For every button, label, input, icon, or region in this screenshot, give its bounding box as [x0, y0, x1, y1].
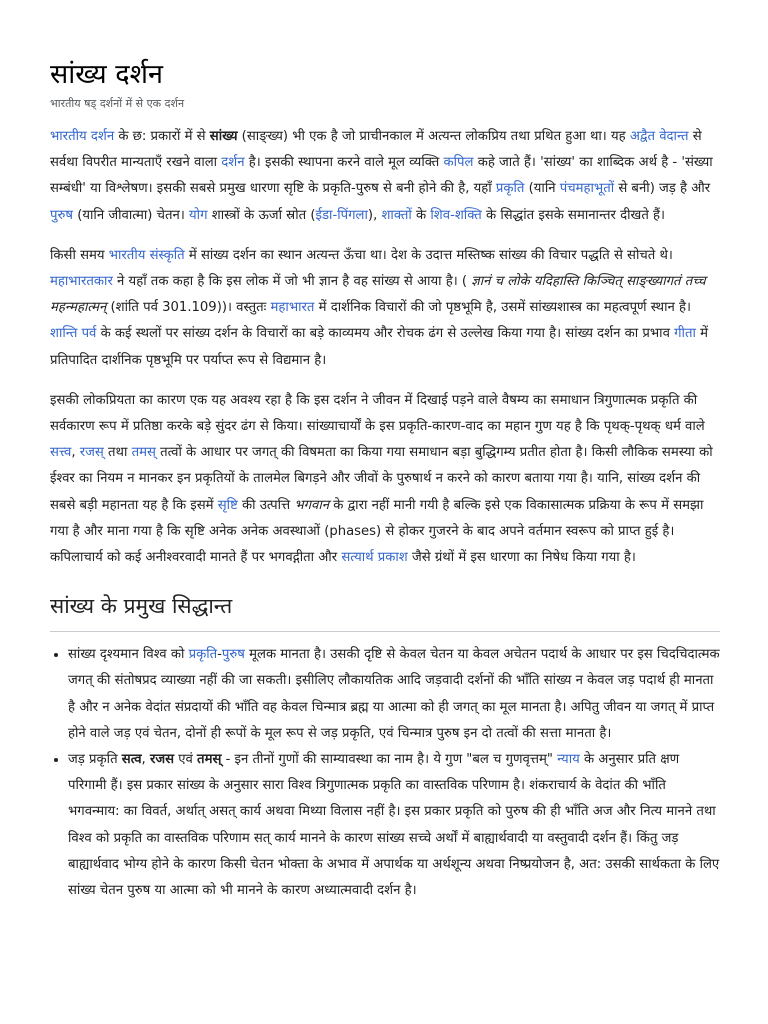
bold-text: सत्व	[121, 752, 142, 768]
text-run: मूलक मानता है। उसकी दृष्टि से केवल चेतन या केवल अचेतन पदार्थ के आधार पर इस चिदचिदात्मक जगत् की संतोषप्रद व्याख्या नहीं की जा सकती। इसीलिए लौकायतिक आदि जड़वादी दर्शनों की भाँति सांख्य न केवल जड़ पदार्थ ही मानता है और न अनेक वेदांत संप्रदायों की भाँति वह केवल चिन्मात्र ब्रह्म या आत्मा को ही जगत् का मूल मानता है। अपितु जीवन या जगत् में प्राप्त होने वाले जड़ एवं चेतन, दोनों ही रूपों के मूल रूप से जड़ प्रकृति, एवं चिन्मात्र पुरुष इन दो तत्वों की सत्ता मानता है।	[68, 647, 720, 741]
wiki-link[interactable]: पंचमहाभूतों	[559, 181, 615, 197]
wiki-link[interactable]: तमस्	[131, 445, 156, 461]
wiki-link[interactable]: प्रकृति	[495, 181, 525, 197]
bold-text: तमस्	[197, 752, 222, 768]
text-run: तत्वों के आधार पर जगत् की विषमता का किया गया समाधान बड़ा बुद्धिगम्य प्रतीत होता है। किसी लौकिक समस्या को ईश्वर का नियम न मानकर इन प्रकृतियों के तालमेल बिगड़ने और जीवों के पुरुषार्थ न करने को कारण बताया गया है। यानि, सांख्य दर्शन की सबसे बड़ी महानता यह है कि इसमें	[50, 445, 713, 513]
text-run: सांख्य दृश्यमान विश्व को	[68, 647, 189, 663]
wiki-link[interactable]: भारतीय दर्शन	[50, 129, 115, 144]
wiki-link[interactable]: अद्वैत वेदान्त	[629, 129, 689, 144]
text-run: के सिद्धांत इसके समानान्तर दीखते हैं।	[481, 207, 666, 223]
text-run: के	[411, 207, 431, 223]
wiki-link[interactable]: रजस्	[79, 445, 104, 461]
text-run: से सर्वथा विपरीत मान्यताएँ रखने वाला	[50, 129, 702, 171]
paragraph-history	[50, 243, 720, 374]
text-run: (साङ्ख्य) भी एक है जो प्राचीनकाल में अत्यन्त लोकप्रिय तथा प्रथित हुआ था। यह	[237, 129, 630, 144]
wiki-link[interactable]: सत्यार्थ प्रकाश	[341, 550, 408, 566]
text-run: (यानि जीवात्मा) चेतन।	[73, 207, 190, 223]
text-run: ,	[141, 752, 150, 768]
wiki-link[interactable]: पुरुष	[50, 207, 73, 223]
text-run: इसकी लोकप्रियता का कारण एक यह अवश्य रहा है कि इस दर्शन ने जीवन में दिखाई पड़ने वाले वैषम्य का समाधान त्रिगुणात्मक प्रकृति की सर्वकारण रूप में प्रतिष्ठा करके बड़े सुंदर ढंग से किया। सांख्याचार्यों के इस प्रकृति-कारण-वाद का महान गुण यह है कि पृथक्-पृथक् धर्म वाले	[50, 392, 705, 435]
wiki-link[interactable]: सृष्टि	[217, 497, 238, 513]
wiki-link[interactable]: शाक्तों	[381, 207, 412, 223]
wiki-link[interactable]: गीता	[674, 326, 696, 342]
principles-list	[50, 642, 720, 904]
wiki-link[interactable]: भारतीय संस्कृति	[108, 247, 185, 263]
wiki-link[interactable]: शिव-शक्ति	[430, 207, 482, 223]
text-run: के छ: प्रकारों में से	[114, 129, 210, 144]
wiki-link[interactable]: महाभारत	[270, 300, 315, 316]
text-run: के अनुसार प्रति क्षण परिगामी हैं। इस प्रकार सांख्य के अनुसार सारा विश्व त्रिगुणात्मक प्रकृति का वास्तविक परिणाम है। शंकराचार्य के वेदांत की भाँति भगवन्माय: का विवर्त, अर्थात् असत् कार्य अथवा मिथ्या विलास नहीं है। इस प्रकार प्रकृति को पुरुष की ही भाँति अज और नित्य मानने तथा विश्व को प्रकृति का वास्तविक परिणाम सत् कार्य मानने के कारण सांख्य सच्चे अर्थों में बाह्यार्थवादी या वस्तुवादी दर्शन हैं। किंतु जड़ बाह्यार्थवाद भोग्य होने के कारण किसी चेतन भोक्ता के अभाव में अपार्थक या अर्थशून्य अथवा निष्प्रयोजन है, अत: उसकी सार्थकता के लिए सांख्य चेतन पुरुष या आत्मा को भी मानने के कारण अध्यात्मवादी दर्शन है।	[68, 752, 720, 899]
text-run: जैसे ग्रंथों में इस धारणा का निषेध किया गया है।	[407, 550, 636, 566]
text-run: -	[217, 647, 222, 663]
paragraph-intro	[50, 124, 720, 229]
text-run: की उत्पत्ति	[237, 497, 295, 513]
text-run: - इन तीनों गुणों की साम्यावस्था का नाम है। ये गुण "बल च गुणवृत्तम्"	[221, 752, 558, 768]
text-run: के कई स्थलों पर सांख्य दर्शन के विचारों का बड़े काव्यमय और रोचक ढंग से उल्लेख किया गया है। सांख्य दर्शन का प्रभाव	[96, 326, 675, 342]
wiki-link[interactable]: कपिल	[443, 155, 474, 171]
text-run: में दार्शनिक विचारों की जो पृष्ठभूमि है, उसमें सांख्यशास्त्र का महत्वपूर्ण स्थान है।	[314, 300, 692, 316]
bold-text: सांख्य	[209, 129, 238, 144]
text-run: है। इसकी स्थापना करने वाले मूल व्यक्ति	[244, 155, 444, 171]
wiki-link[interactable]: शान्ति पर्व	[50, 326, 97, 342]
text-run: (शांति पर्व 301.109))। वस्तुतः	[106, 300, 271, 316]
text-run: किसी समय	[50, 247, 109, 263]
text-run: ,	[71, 445, 80, 461]
wiki-link[interactable]: दर्शन	[221, 155, 245, 171]
italic-text: भगवान	[294, 497, 330, 513]
text-run: ),	[367, 207, 382, 223]
list-item	[68, 747, 720, 904]
text-run: तथा	[103, 445, 132, 461]
text-run: से बनी) जड़ है और	[614, 181, 711, 197]
text-run: (यानि	[524, 181, 560, 197]
wiki-link[interactable]: सत्त्व	[50, 445, 72, 461]
page-subtitle: भारतीय षड् दर्शनों में से एक दर्शन	[50, 97, 185, 110]
text-run: जड़ प्रकृति	[68, 752, 122, 768]
text-run: एवं	[174, 752, 198, 768]
text-run: में प्रतिपादित दार्शनिक पृष्ठभूमि पर पर्याप्त रूप से विद्यमान है।	[50, 326, 708, 368]
wiki-link[interactable]: महाभारतकार	[50, 274, 113, 290]
paragraph-popularity	[50, 388, 720, 571]
list-item	[68, 642, 720, 747]
wiki-link[interactable]: योग	[189, 207, 208, 223]
bold-text: रजस	[149, 752, 175, 768]
page-title: सांख्य दर्शन	[50, 59, 163, 90]
wiki-link[interactable]: पुरुष	[221, 647, 245, 663]
text-run: के द्वारा नहीं मानी गयी है बल्कि इसे एक विकासात्मक प्रक्रिया के रूप में समझा गया है और माना गया है कि सृष्टि अनेक अनेक अवस्थाओं (phases) से होकर गुजरने के बाद अपने वर्तमान स्वरूप को प्राप्त हुई है। कपिलाचार्य को कई अनीश्वरवादी मानते हैं पर भगवद्गीता और	[50, 497, 704, 566]
wiki-link[interactable]: प्रकृति	[188, 647, 218, 663]
italic-text: ज्ञानं च लोके यदिहास्ति किञ्चित् साङ्ख्यागतं तच्च महन्महात्मन्	[50, 274, 706, 316]
text-run: शास्त्रों के ऊर्जा स्रोत (	[207, 207, 316, 223]
wiki-link[interactable]: न्याय	[557, 752, 580, 768]
text-run: में सांख्य दर्शन का स्थान अत्यन्त ऊँचा था। देश के उदात्त मस्तिष्क सांख्य की विचार पद्धति से सोचते थे।	[184, 247, 673, 263]
text-run: ने यहाँ तक कहा है कि इस लोक में जो भी ज्ञान है वह सांख्य से आया है। (	[112, 274, 472, 290]
text-run: कहे जाते हैं। 'सांख्य' का शाब्दिक अर्थ है - 'संख्या सम्बंधी' या विश्लेषण। इसकी सबसे प्रमुख धारणा सृष्टि के प्रकृति-पुरुष से बनी होने की है, यहाँ	[50, 155, 713, 197]
wiki-link[interactable]: ईडा-पिंगला	[315, 207, 368, 223]
section-heading-principles: सांख्य के प्रमुख सिद्धान्त	[50, 591, 720, 632]
